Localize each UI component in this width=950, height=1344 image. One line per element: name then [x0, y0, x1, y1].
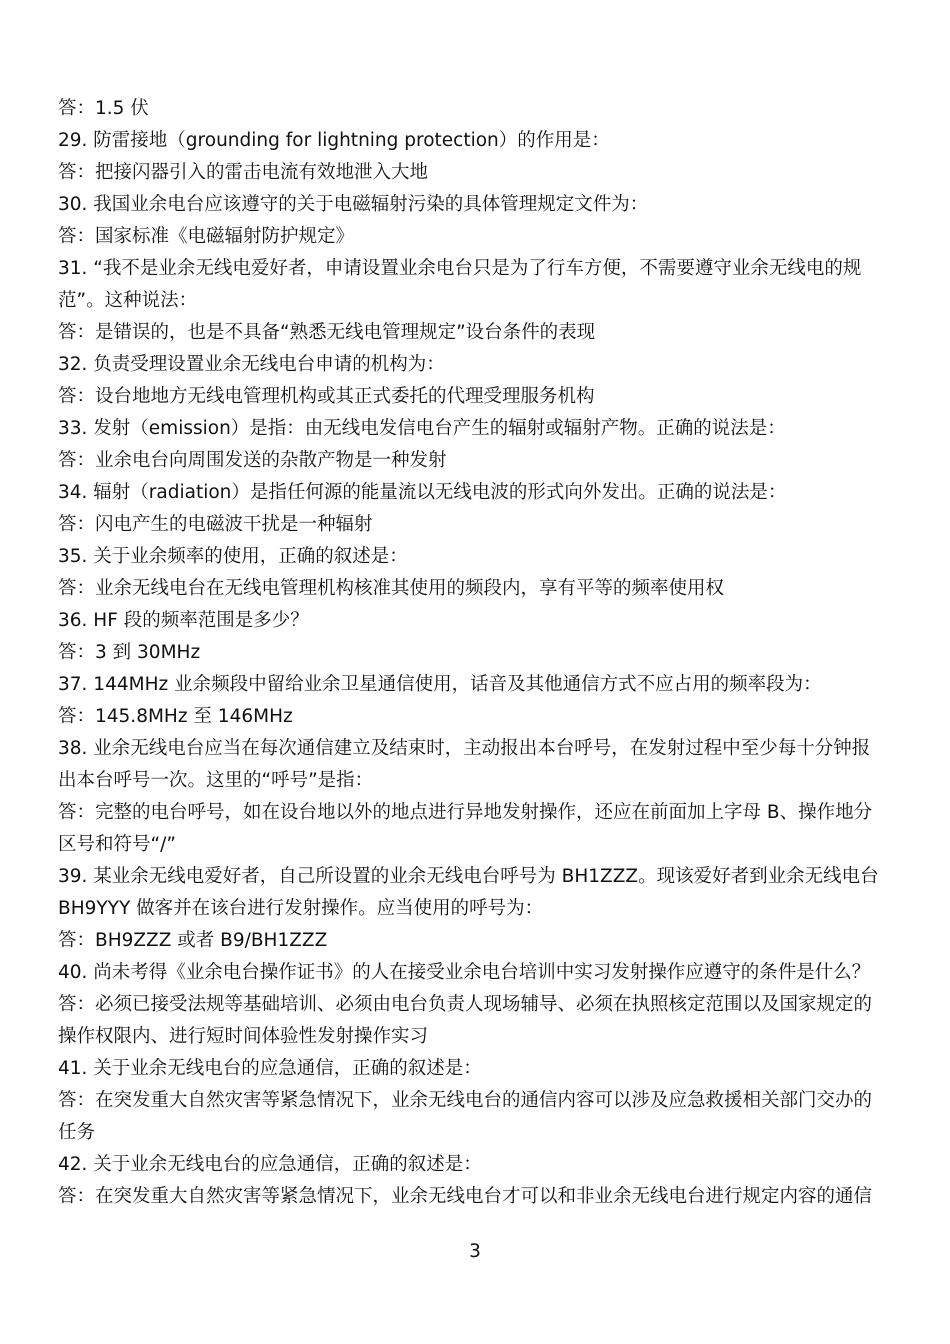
text-line: 32. 负责受理设置业余无线电台申请的机构为：: [58, 354, 445, 375]
text-line: 答：业余无线电台在无线电管理机构核准其使用的频段内，享有平等的频率使用权: [58, 578, 725, 599]
text-line: 答：设台地地方无线电管理机构或其正式委托的代理受理服务机构: [58, 386, 595, 407]
text-line: 41. 关于业余无线电台的应急通信，正确的叙述是：: [58, 1058, 482, 1079]
text-line: 答：完整的电台呼号，如在设台地以外的地点进行异地发射操作，还应在前面加上字母 B、操作地分: [58, 802, 873, 823]
text-line: 答：国家标准《电磁辐射防护规定》: [58, 226, 355, 247]
text-line: 答：闪电产生的电磁波干扰是一种辐射: [58, 514, 373, 535]
text-line: 答：是错误的，也是不具备“熟悉无线电管理规定”设台条件的表现: [58, 322, 596, 343]
text-line: 答：在突发重大自然灾害等紧急情况下，业余无线电台的通信内容可以涉及应急救援相关部门交办的: [58, 1090, 873, 1111]
text-line: 30. 我国业余电台应该遵守的关于电磁辐射污染的具体管理规定文件为：: [58, 194, 649, 215]
page-number: 3: [469, 1241, 481, 1262]
text-line: 答：业余电台向周围发送的杂散产物是一种发射: [58, 450, 447, 471]
text-line: 答：3 到 30MHz: [58, 642, 201, 663]
text-line: 答：必须已接受法规等基础培训、必须由电台负责人现场辅导、必须在执照核定范围以及国家规定的: [58, 994, 873, 1015]
text-line: 29. 防雷接地（grounding for lightning protection）的作用是：: [58, 130, 610, 151]
text-line: 31. “我不是业余无线电爱好者，申请设置业余电台只是为了行车方便，不需要遵守业余无线电的规: [58, 258, 862, 279]
text-line: 36. HF 段的频率范围是多少？: [58, 610, 309, 631]
text-line: 答：145.8MHz 至 146MHz: [58, 706, 293, 727]
text-line: 39. 某业余无线电爱好者，自己所设置的业余无线电台呼号为 BH1ZZZ。现该爱好者到业余无线电台: [58, 866, 879, 887]
text-line: 38. 业余无线电台应当在每次通信建立及结束时，主动报出本台呼号，在发射过程中至少每十分钟报: [58, 738, 871, 759]
text-line: 答：1.5 伏: [58, 98, 149, 119]
text-line: 操作权限内、进行短时间体验性发射操作实习: [58, 1026, 429, 1047]
text-line: 任务: [58, 1122, 96, 1143]
text-line: 答：在突发重大自然灾害等紧急情况下，业余无线电台才可以和非业余无线电台进行规定内容的通信: [58, 1186, 873, 1207]
text-line: 35. 关于业余频率的使用，正确的叙述是：: [58, 546, 408, 567]
text-line: 33. 发射（emission）是指：由无线电发信电台产生的辐射或辐射产物。正确的说法是：: [58, 418, 786, 439]
text-line: BH9YYY 做客并在该台进行发射操作。应当使用的呼号为：: [58, 898, 544, 919]
text-line: 40. 尚未考得《业余电台操作证书》的人在接受业余电台培训中实习发射操作应遵守的条件是什么？: [58, 962, 871, 983]
text-line: 出本台呼号一次。这里的“呼号”是指：: [58, 770, 374, 791]
document-body: [58, 93, 896, 1213]
text-line: 范”。这种说法：: [58, 290, 198, 311]
text-line: 42. 关于业余无线电台的应急通信，正确的叙述是：: [58, 1154, 482, 1175]
text-line: 答：把接闪器引入的雷击电流有效地泄入大地: [58, 162, 429, 183]
text-line: 答：BH9ZZZ 或者 B9/BH1ZZZ: [58, 930, 328, 951]
text-line: 37. 144MHz 业余频段中留给业余卫星通信使用，话音及其他通信方式不应占用的频率段为：: [58, 674, 822, 695]
text-line: 34. 辐射（radiation）是指任何源的能量流以无线电波的形式向外发出。正确的说法是：: [58, 482, 787, 503]
text-line: 区号和符号“/”: [58, 834, 176, 855]
